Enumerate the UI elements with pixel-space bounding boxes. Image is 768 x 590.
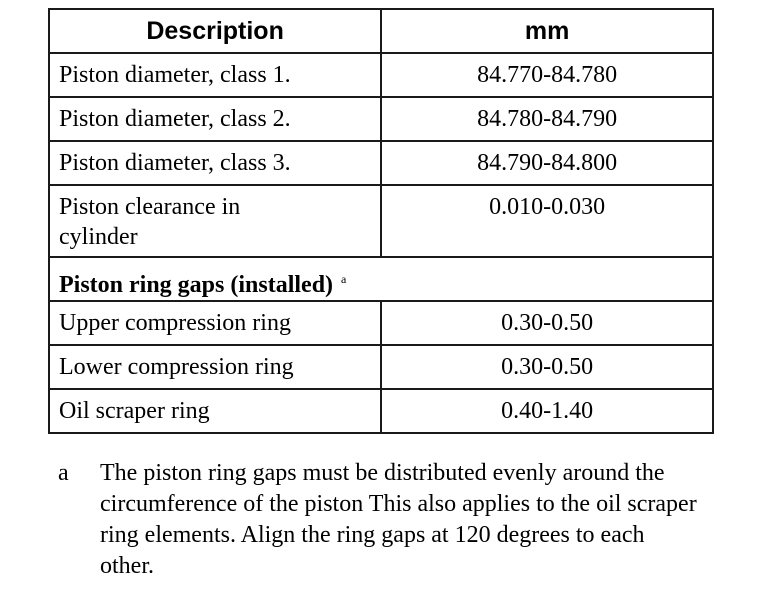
row-description: Piston clearance in cylinder (49, 185, 381, 257)
table-row (49, 53, 713, 97)
row-description: Upper compression ring (49, 301, 381, 345)
row-value: 0.010-0.030 (381, 185, 713, 257)
row-description: Piston diameter, class 3. (49, 141, 381, 185)
section-header-row (49, 257, 713, 301)
section-title: Piston ring gaps (installed) (59, 272, 334, 298)
footnote-reference: a (341, 272, 347, 286)
row-description: Oil scraper ring (49, 389, 381, 433)
column-header-unit: mm (381, 9, 713, 53)
table-row (49, 185, 713, 257)
table-header-row (49, 9, 713, 53)
table-row (49, 345, 713, 389)
row-value: 0.30-0.50 (381, 345, 713, 389)
table-row (49, 389, 713, 433)
table-row (49, 301, 713, 345)
table-row (49, 97, 713, 141)
row-value: 0.40-1.40 (381, 389, 713, 433)
row-description: Piston diameter, class 2. (49, 97, 381, 141)
specifications-table (48, 8, 714, 434)
row-value: 84.780-84.790 (381, 97, 713, 141)
section-header (49, 257, 713, 301)
footnote (58, 458, 698, 582)
footnote-marker: a (58, 460, 69, 486)
row-description: Lower compression ring (49, 345, 381, 389)
row-value: 0.30-0.50 (381, 301, 713, 345)
column-header-description: Description (49, 9, 381, 53)
row-description: Piston diameter, class 1. (49, 53, 381, 97)
row-value: 84.770-84.780 (381, 53, 713, 97)
table-row (49, 141, 713, 185)
row-value: 84.790-84.800 (381, 141, 713, 185)
footnote-text: The piston ring gaps must be distributed evenly around the circumference of the piston This also applies to the oil scraper ring elements. Align the ring gaps at 120 degrees to each other. (100, 460, 697, 579)
